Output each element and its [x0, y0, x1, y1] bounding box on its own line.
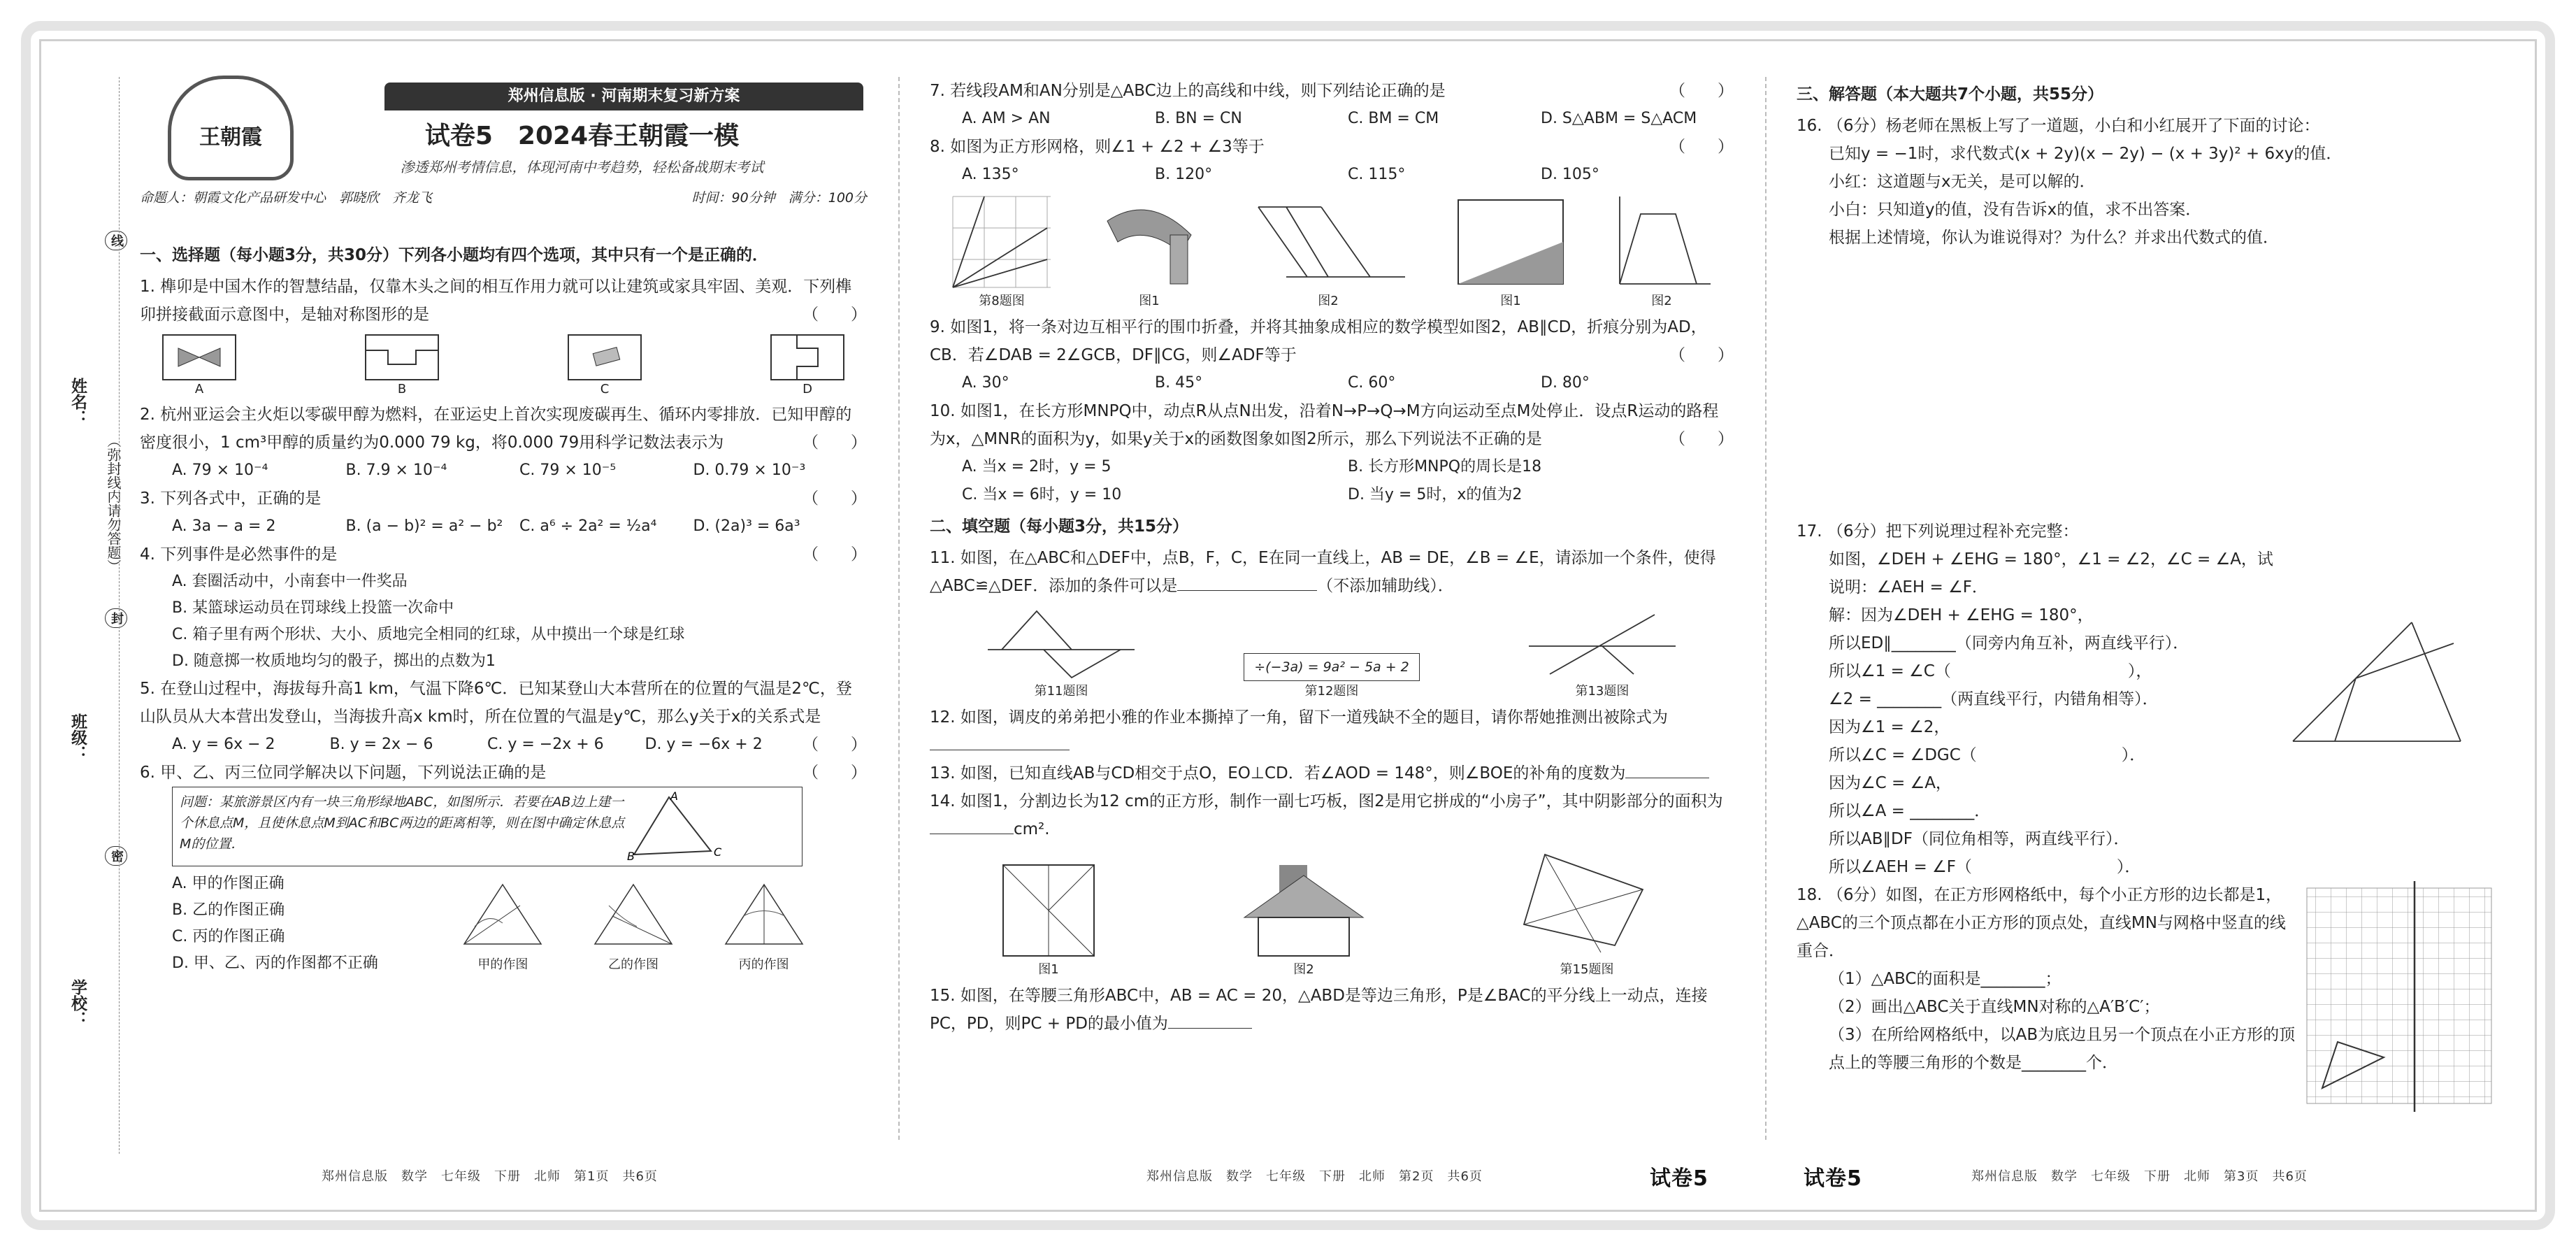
- q6-fig-bing: 丙的作图: [712, 878, 816, 973]
- exam-meta: [140, 187, 867, 206]
- q1-fig-d: D: [769, 333, 846, 396]
- time-score: 时间：90分钟 满分：100分: [691, 190, 867, 206]
- q6-fig-yi: 乙的作图: [581, 878, 686, 973]
- q6-problem-box: 问题：某旅游景区内有一块三角形绿地ABC，如图所示．若要在AB边上建一个休息点M，且使休息点M到AC和BC两边的距离相等，则在图中确定休息点M的位置． A B C: [172, 787, 803, 866]
- q14-q15-figures: [930, 848, 1734, 978]
- section-2-title: 二、填空题（每小题3分，共15分）: [930, 517, 1189, 536]
- fig-q9-1: 图1: [1093, 193, 1205, 309]
- q4-options: A. 套圈活动中，小南套中一件奖品 B. 某篮球运动员在罚球线上投篮一次命中 C. 箱子里有两个形状、大小、质地完全相同的红球，从中摸出一个球是红球 D. 随意掷一枚质地均匀的骰子，掷出的点数为1: [172, 573, 685, 670]
- fig-q8: 第8题图: [949, 193, 1054, 309]
- fig-q14-1: 图1: [1000, 862, 1098, 978]
- authors: 命题人：朝霞文化产品研发中心 郭晓欣 齐龙飞: [140, 190, 433, 206]
- seal-note: （弥封线内请勿答题）: [105, 434, 122, 573]
- question-6: 6. 甲、乙、丙三位同学解决以下问题，下列说法正确的是 （ ）: [140, 764, 867, 782]
- q5-options: A. y = 6x − 2 B. y = 2x − 6 C. y = −2x + 6 D. y = −6x + 2: [172, 736, 763, 753]
- column-divider-2: [1765, 77, 1766, 1140]
- exam-title: 试卷5 2024春王朝霞一模: [424, 122, 740, 150]
- name-label: 姓名：: [69, 378, 87, 426]
- question-11: 11. 如图，在△ABC和△DEF中，点B，F，C，E在同一直线上，AB = DE，∠B = ∠E，请添加一个条件，使得△ABC≌△DEF．添加的条件可以是 （不添加辅助线）．: [930, 549, 1716, 595]
- seal-line: [119, 77, 120, 1154]
- column-1: [140, 238, 867, 977]
- q7-options: A. AM > AN B. BN = CN C. BM = CM D. S△ABM = S△ACM: [962, 110, 1697, 127]
- edition-bar: 郑州信息版 · 河南期末复习新方案: [384, 83, 863, 110]
- q6-options: A. 甲的作图正确 B. 乙的作图正确 C. 丙的作图正确 D. 甲、乙、丙的作图都不正确: [172, 875, 378, 972]
- q9-options: A. 30° B. 45° C. 60° D. 80°: [962, 374, 1590, 392]
- footer-right: 郑州信息版 数学 七年级 下册 北师 第3页 共6页: [1971, 1169, 2308, 1184]
- exam-subtitle: 渗透郑州考情信息，体现河南中考趋势，轻松备战期末考试: [400, 159, 764, 176]
- column-3: [1797, 77, 2524, 1112]
- fig-q10-1: 图1: [1451, 193, 1570, 309]
- q6-fig-jia: 甲的作图: [450, 878, 555, 973]
- question-5: 5. 在登山过程中，海拔每升高1 km，气温下降6℃．已知某登山大本营所在的位置的气温是2℃，登山队员从大本营出发登山，当海拔升高x km时，所在位置的气温是y℃，那么y关于x的关系式是 （ ）: [140, 680, 867, 754]
- footer-mid-tag: 试卷5: [1650, 1166, 1708, 1191]
- q6-answers: [140, 871, 867, 977]
- question-12: 12. 如图，调皮的弟弟把小雅的作业本撕掉了一角，留下一道残缺不全的题目，请你帮她推测出被除式为: [930, 703, 1734, 759]
- fig-q14-2: 图2: [1237, 862, 1370, 978]
- svg-text:C: C: [714, 845, 722, 859]
- question-17: 17. （6分）把下列说理过程补充完整： 如图，∠DEH + ∠EHG = 180°，∠1 = ∠2，∠C = ∠A，试说明：∠AEH = ∠F． 解：因为∠DEH + ∠EHG = 180°， 所以ED∥________（同旁内角互补，两直线平行）． 所以∠1 = ∠C（ ）， ∠2 = ________（两直线平行，内错角相等）． 因为∠1 = ∠2， 所以∠C = ∠DGC（ ）． 因为∠C = ∠A， 所以∠A = ________． 所以AB∥DF（同位角相等，两直线平行）． 所以∠AEH = ∠F（ ）．: [1797, 517, 2524, 881]
- fig-q9-2: 图2: [1244, 193, 1412, 309]
- question-10: 10. 如图1，在长方形MNPQ中，动点R从点N出发，沿着N→P→Q→M方向运动至点M处停止．设点R运动的路程为x，△MNR的面积为y，如果y关于x的函数图象如图2所示，那么下列说法不正确的是 （ ）: [930, 402, 1734, 448]
- column-divider-1: [898, 77, 900, 1140]
- q3-options: A. 3a − a = 2 B. (a − b)² = a² − b² C. a⁶ ÷ 2a² = ½a⁴ D. (2a)³ = 6a³: [172, 517, 800, 535]
- q2-options: A. 79 × 10⁻⁴ B. 7.9 × 10⁻⁴ C. 79 × 10⁻⁵ D. 0.79 × 10⁻³: [172, 462, 806, 479]
- fig-q11: 第11题图: [981, 604, 1142, 699]
- q1-fig-c: C: [566, 333, 643, 396]
- fig-q18-grid: [2300, 881, 2510, 1112]
- section-1-title: 一、选择题（每小题3分，共30分）下列各小题均有四个选项，其中只有一个是正确的．: [140, 246, 769, 264]
- seal-mark-xian: 线: [105, 231, 127, 250]
- q6-figures: [438, 875, 829, 973]
- question-3: 3. 下列各式中，正确的是 （ ）: [140, 489, 867, 508]
- question-13: 13. 如图，已知直线AB与CD相交于点O，EO⊥CD．若∠AOD = 148°，则∠BOE的补角的度数为: [930, 759, 1734, 787]
- fig-q13: 第13题图: [1522, 604, 1683, 699]
- footer-left: 郑州信息版 数学 七年级 下册 北师 第1页 共6页: [322, 1169, 658, 1184]
- fig-q17: [2286, 615, 2510, 755]
- q11-q13-figures: [930, 604, 1734, 699]
- svg-text:B: B: [627, 850, 635, 862]
- school-label: 学校：: [69, 979, 87, 1027]
- question-14: 14. 如图1，分割边长为12 cm的正方形，制作一副七巧板，图2是用它拼成的“小房子”，其中阴影部分的面积为cm².: [930, 792, 1723, 838]
- logo-text: 王朝霞: [199, 125, 262, 150]
- question-8: 8. 如图为正方形网格，则∠1 + ∠2 + ∠3等于 （ ）: [930, 138, 1734, 156]
- q1-figures: [140, 333, 867, 396]
- question-1: 1. 榫卯是中国木作的智慧结晶，仅靠木头之间的相互作用力就可以让建筑或家具牢固、美观．下列榫卯拼接截面示意图中，是轴对称图形的是 （ ）: [140, 278, 867, 324]
- q16-answer-space[interactable]: [1797, 252, 2524, 517]
- svg-text:A: A: [670, 792, 678, 803]
- q8-options: A. 135° B. 120° C. 115° D. 105°: [962, 166, 1599, 183]
- question-15: 15. 如图，在等腰三角形ABC中，AB = AC = 20，△ABD是等边三角形，P是∠BAC的平分线上一动点，连接PC，PD，则PC + PD的最小值为: [930, 987, 1708, 1033]
- column-2: [930, 77, 1734, 1038]
- exam-header: [140, 83, 867, 229]
- footer-mid: 郑州信息版 数学 七年级 下册 北师 第2页 共6页: [1146, 1169, 1483, 1184]
- q1-fig-b: B: [364, 333, 440, 396]
- section-3-title: 三、解答题（本大题共7个小题，共55分）: [1797, 85, 2104, 103]
- seal-mark-mi: 密: [105, 846, 127, 866]
- question-4: 4. 下列事件是必然事件的是 （ ）: [140, 545, 867, 564]
- class-label: 班级：: [69, 713, 87, 762]
- question-16: 16. （6分）杨老师在黑板上写了一道题，小白和小红展开了下面的讨论： 已知y = −1时，求代数式(x + 2y)(x − 2y) − (x + 3y)² + 6xy的值． 小红：这道题与x无关，是可以解的． 小白：只知道y的值，没有告诉x的值，求不出答案． 根据上述情境，你认为谁说得对？为什么？并求出代数式的值．: [1797, 117, 2343, 247]
- question-9: 9. 如图1，将一条对边互相平行的围巾折叠，并将其抽象成相应的数学模型如图2，AB∥CD，折痕分别为AD，CB．若∠DAB = 2∠GCB，DF∥CG，则∠ADF等于 （ ）: [930, 318, 1734, 364]
- fig-q15: 第15题图: [1510, 848, 1664, 978]
- q6-triangle: [627, 792, 739, 862]
- q8-q10-figures: [930, 193, 1734, 309]
- question-18: 18. （6分）如图，在正方形网格纸中，每个小正方形的边长都是1，△ABC的三个顶点都在小正方形的顶点处，直线MN与网格中竖直的线重合． （1）△ABC的面积是________； （2）画出△ABC关于直线MN对称的△A′B′C′； （3）在所给网格纸中，以AB为底边且另一个顶点在小正方形的顶点上的等腰三角形的个数是________个．: [1797, 881, 2524, 1112]
- fig-q12: ÷(−3a) = 9a² − 5a + 2 第12题图: [1244, 653, 1420, 699]
- q10-options: A. 当x = 2时，y = 5 B. 长方形MNPQ的周长是18 C. 当x = 6时，y = 10 D. 当y = 5时，x的值为2: [962, 458, 1542, 503]
- seal-mark-feng: 封: [105, 608, 127, 628]
- q1-fig-a: A: [161, 333, 238, 396]
- fig-q10-2: 图2: [1609, 193, 1714, 309]
- question-2: 2. 杭州亚运会主火炬以零碳甲醇为燃料，在亚运史上首次实现废碳再生、循环内零排放．已知甲醇的密度很小，1 cm³甲醇的质量约为0.000 79 kg，将0.000 79用科学记数法表示为 （ ）: [140, 406, 867, 452]
- question-7: 7. 若线段AM和AN分别是△ABC边上的高线和中线，则下列结论正确的是 （ ）: [930, 82, 1734, 100]
- footer-right-tag: 试卷5: [1804, 1166, 1862, 1191]
- brand-logo: [168, 76, 294, 180]
